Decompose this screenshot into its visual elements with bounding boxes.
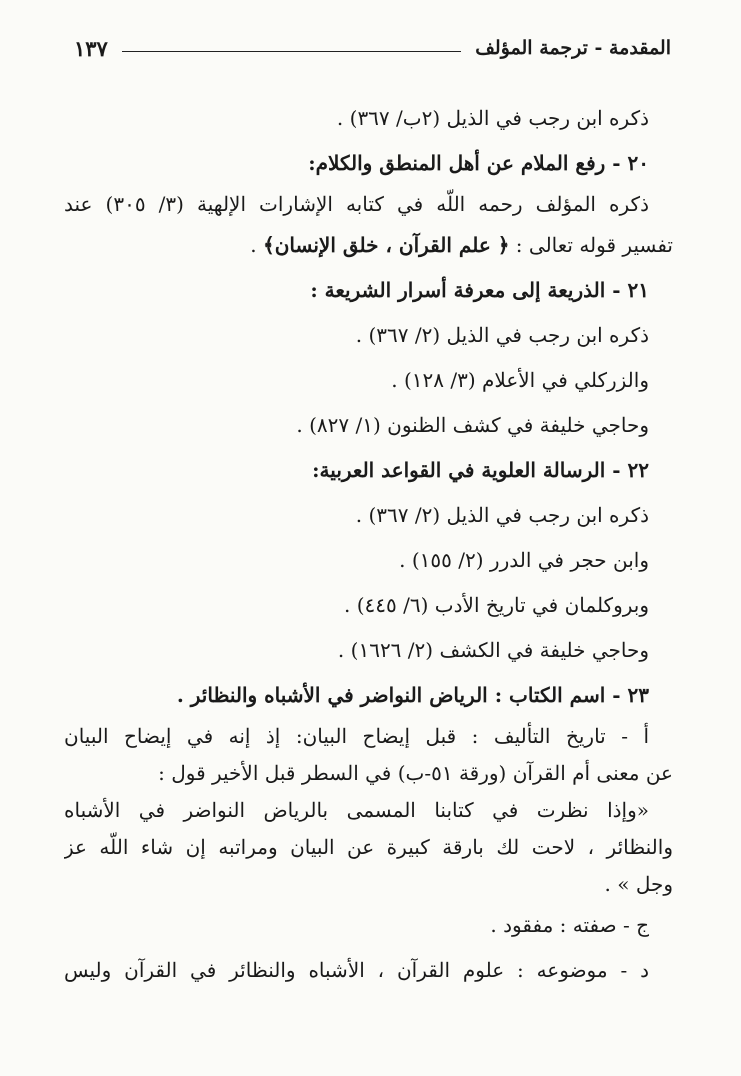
text-line: عن معنى أم القرآن (ورقة ٥١-ب) في السطر قبل الأخير قول : — [158, 761, 673, 785]
text-line: ذكره ابن رجب في الذيل (٢/ ٣٦٧) . — [355, 323, 649, 347]
text-line: ذكره ابن رجب في الذيل (٢ب/ ٣٦٧) . — [336, 106, 649, 130]
quran-quote: ﴿ علم القرآن ، خلق الإنسان﴾ — [263, 233, 510, 257]
text-line: ج - صفته : مفقود . — [490, 913, 649, 937]
text-line: والنظائر ، لاحت لك بارقة كبيرة عن البيان ومراتبه إن شاء اللّه عز — [64, 835, 673, 859]
text-line: وابن حجر في الدرر (٢/ ١٥٥) . — [399, 548, 649, 572]
text-line: والزركلي في الأعلام (٣/ ١٢٨) . — [391, 368, 649, 392]
entry-heading-22: ٢٢ - الرسالة العلوية في القواعد العربية: — [312, 458, 649, 482]
text-line-with-quote — [64, 223, 673, 268]
text-line: وحاجي خليفة في كشف الظنون (١/ ٨٢٧) . — [296, 413, 649, 437]
text-line: «وإذا نظرت في كتابنا المسمى بالرياض النواضر في الأشباه — [64, 798, 649, 822]
entry-heading-23: ٢٣ - اسم الكتاب : الرياض النواضر في الأشباه والنظائر . — [176, 683, 649, 707]
entry-heading-21: ٢١ - الذريعة إلى معرفة أسرار الشريعة : — [310, 278, 649, 302]
text-line: أ - تاريخ التأليف : قبل إيضاح البيان: إذ إنه في إيضاح البيان — [64, 724, 649, 748]
entry-heading-20: ٢٠ - رفع الملام عن أهل المنطق والكلام: — [308, 151, 649, 175]
text-line: وبروكلمان في تاريخ الأدب (٦/ ٤٤٥) . — [344, 593, 649, 617]
running-header — [74, 30, 671, 66]
text-line: وحاجي خليفة في الكشف (٢/ ١٦٢٦) . — [337, 638, 649, 662]
text-line: ذكره المؤلف رحمه اللّه في كتابه الإشارات الإلهية (٣/ ٣٠٥) عند — [64, 192, 649, 216]
text-line: ذكره ابن رجب في الذيل (٢/ ٣٦٧) . — [355, 503, 649, 527]
page-body — [64, 96, 673, 993]
text-line: د - موضوعه : علوم القرآن ، الأشباه والنظائر في القرآن وليس — [64, 958, 649, 982]
header-rule — [122, 51, 461, 52]
text-span: . — [250, 233, 264, 257]
text-line: وجل » . — [604, 872, 673, 896]
page-number: ١٣٧ — [74, 35, 108, 61]
header-section-title: المقدمة - ترجمة المؤلف — [475, 37, 671, 59]
text-span: تفسير قوله تعالى : — [509, 233, 673, 257]
